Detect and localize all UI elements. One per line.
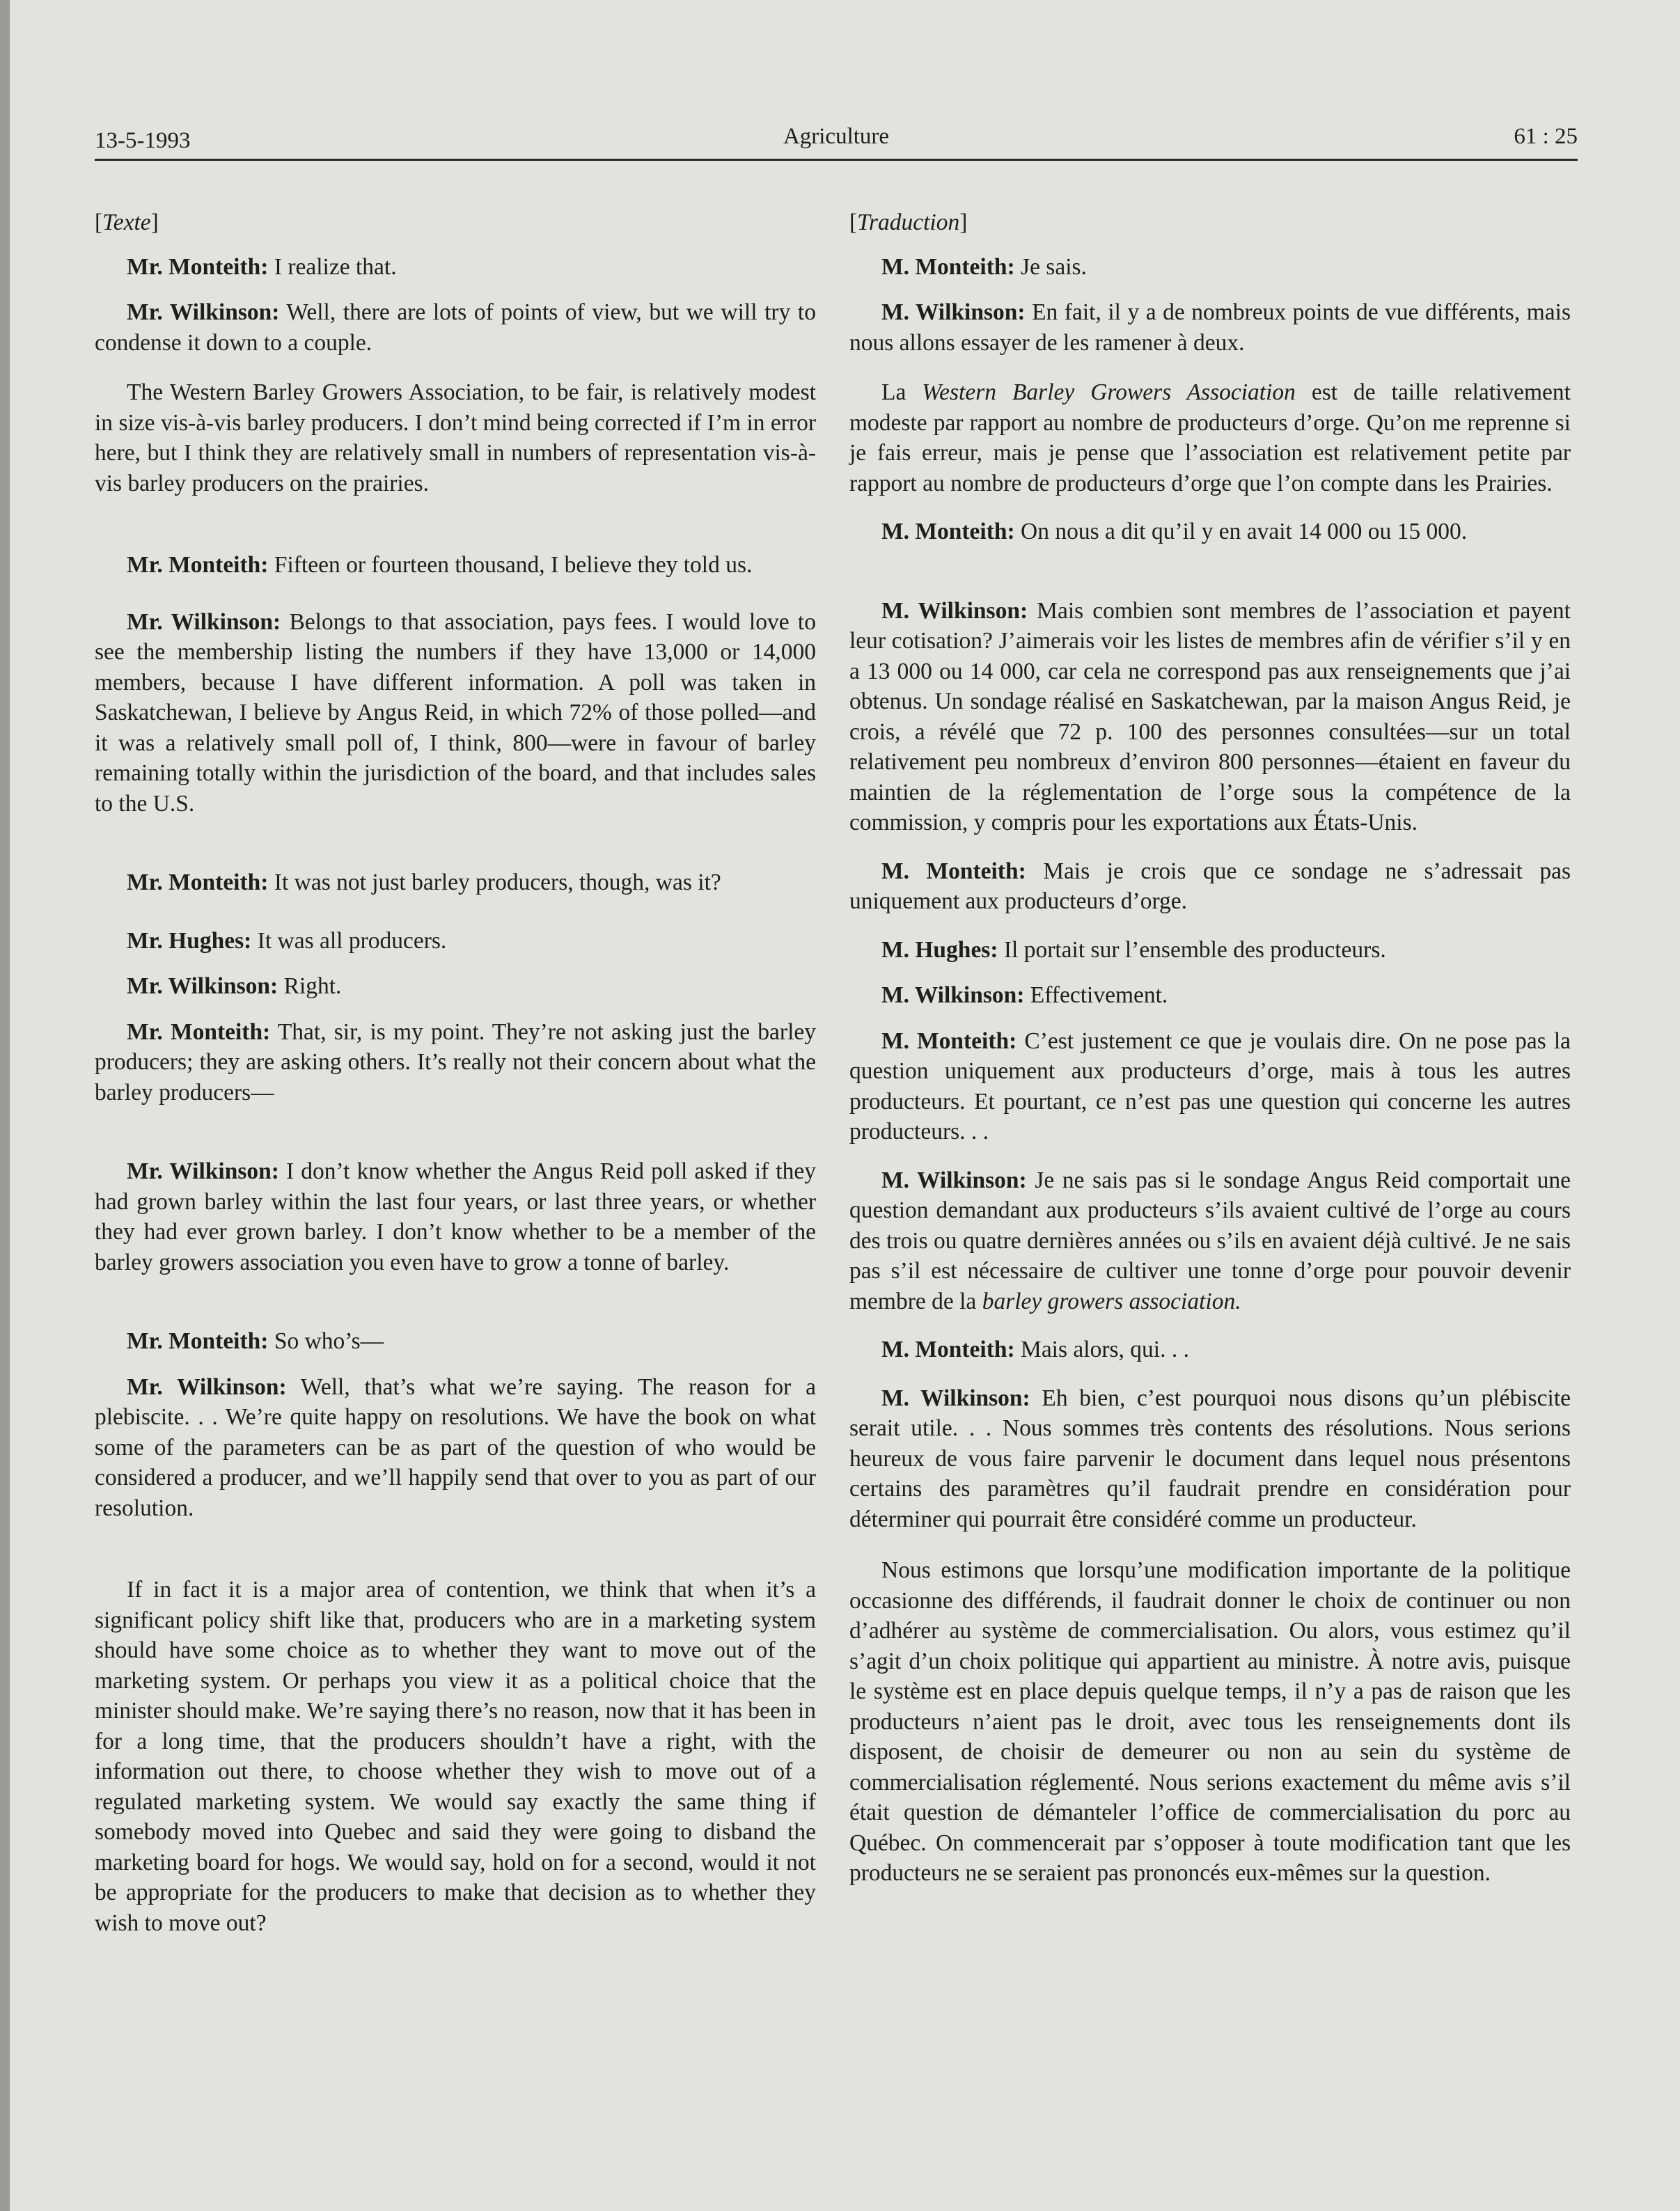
speaker-name: M. Wilkinson: [881, 299, 1026, 325]
running-header [95, 118, 1578, 160]
speech-paragraph [849, 1165, 1571, 1317]
speech-text: It was all producers. [251, 927, 447, 954]
speech-paragraph [95, 297, 816, 358]
speech-paragraph [849, 980, 1571, 1011]
organization-name-italic: barley growers association. [982, 1288, 1241, 1314]
header-section-title: Agriculture [783, 124, 890, 149]
speech-text: That, sir, is my point. They’re not asking just the barley producers; they are asking others. It’s really not their concern about what the barley producers— [95, 1018, 817, 1106]
speech-paragraph [95, 550, 816, 581]
speech-paragraph [95, 1156, 816, 1277]
speaker-name: M. Monteith: [881, 858, 1026, 884]
speech-text: Nous estimons que lorsqu’une modification importante de la politique occasionne des différends, il faudrait donner le choix de continuer ou non d’adhérer au système de commercialisation. Ou alors, vous estimez qu’il s’agit d’un choix politique qui appartient au ministre. À notre avis, puisque le système est en place depuis quelque temps, il n’y a pas de raison que les producteurs n’aient pas le droit, avec tous les renseignements dont ils disposent, de choisir de demeurer ou non au sein du système de commercialisation réglementé. Nous serions exactement du même avis s’il était question de démanteler l’office de commercialisation du porc au Québec. On commencerait par s’opposer à toute modification tant que les producteurs ne se seraient pas prononcés eux-mêmes sur la question. [849, 1557, 1571, 1886]
speech-text: Il portait sur l’ensemble des producteurs. [998, 936, 1386, 963]
speech-text: Mais je crois que ce sondage ne s’adressait pas uniquement aux producteurs d’orge. [849, 858, 1571, 914]
speech-paragraph [849, 377, 1571, 498]
header-date: 13-5-1993 [95, 128, 191, 153]
english-column [95, 207, 816, 1953]
speech-paragraph [849, 856, 1571, 917]
speaker-name: Mr. Wilkinson: [127, 973, 278, 999]
speech-paragraph [849, 1555, 1571, 1889]
speech-paragraph [95, 1326, 816, 1357]
speaker-name: M. Monteith: [881, 1028, 1017, 1054]
speech-text: est de taille relativement modeste par rapport au nombre de producteurs d’orge. Qu’on me reprenne si je fais erreur, mais je pense que l’association est relativement petite par rapport au nombre de producteurs d’orge que l’on compte dans les Prairies. [849, 379, 1571, 496]
speaker-name: Mr. Wilkinson: [127, 1374, 287, 1400]
speech-paragraph [95, 867, 816, 898]
speaker-name: M. Hughes: [881, 936, 998, 963]
speech-text: Eh bien, c’est pourquoi nous disons qu’un plébiscite serait utile. . . Nous sommes très contents des résolutions. Nous serions heureux de vous faire parvenir le document dans lequel nous présentons certains des paramètres qu’il faudrait prendre en considération pour déterminer qui pourrait être considéré comme un producteur. [849, 1385, 1571, 1532]
speaker-name: Mr. Wilkinson: [127, 1158, 279, 1184]
speaker-name: M. Wilkinson: [881, 1385, 1030, 1411]
french-column [849, 207, 1571, 1904]
speech-paragraph [95, 377, 816, 498]
speech-text: Well, there are lots of points of view, but we will try to condense it down to a couple. [95, 299, 816, 356]
speaker-name: Mr. Monteith: [127, 1328, 269, 1354]
speech-text: It was not just barley producers, though, was it? [268, 870, 721, 895]
column-label-texte: [Texte] [95, 210, 159, 235]
speech-paragraph [95, 252, 816, 283]
speaker-name: Mr. Monteith: [127, 1018, 271, 1045]
speech-text: Belongs to that association, pays fees. I would love to see the membership listing the numbers if they have 13,000 or 14,000 members, because I have different information. A poll was taken in Saskatchewan, I believe by Angus Reid, in which 72% of those polled—and it was a relatively small poll of, I think, 800—were in favour of barley remaining totally within the jurisdiction of the board, and that includes sales to the U.S. [95, 608, 816, 817]
speech-text: En fait, il y a de nombreux points de vue différents, mais nous allons essayer de les ramener à deux. [849, 299, 1571, 356]
speaker-name: M. Wilkinson: [881, 1167, 1027, 1193]
speech-paragraph [849, 517, 1571, 547]
column-label-traduction: [Traduction] [849, 210, 968, 235]
speech-text: Mais alors, qui. . . [1014, 1337, 1189, 1362]
speaker-name: M. Wilkinson: [881, 982, 1025, 1008]
speech-text: I don’t know whether the Angus Reid poll asked if they had grown barley within the last four years, or last three years, or whether they had ever grown barley. I don’t know whether to be a member of the barley growers association you even have to grow a tonne of barley. [95, 1158, 816, 1275]
speaker-name: Mr. Monteith: [127, 253, 269, 280]
speaker-name: M. Monteith: [881, 1337, 1015, 1362]
speech-paragraph [849, 1026, 1571, 1147]
speaker-name: M. Wilkinson: [881, 597, 1028, 624]
speaker-name: Mr. Wilkinson: [127, 608, 281, 635]
speech-text: Mais combien sont membres de l’association et payent leur cotisation? J’aimerais voir les listes de membres afin de vérifier s’il y en a 13 000 ou 14 000, car cela ne correspond pas aux renseignements que j’ai obtenus. Un sondage réalisé en Saskatchewan, par la maison Angus Reid, je crois, a révélé que 72 p. 100 des personnes consultées—sur un total relativement peu nombreux d’environ 800 personnes—étaient en faveur du maintien de la réglementation de l’orge sous la compétence de la commission, y compris pour les exportations aux États-Unis. [849, 597, 1571, 835]
speech-text: The Western Barley Growers Association, to be fair, is relatively modest in size vis-à-vis barley producers. I don’t mind being corrected if I’m in error here, but I think they are relatively small in numbers of representation vis-à-vis barley producers on the prairies. [95, 379, 816, 496]
speech-paragraph [95, 607, 816, 819]
speech-paragraph [95, 971, 816, 1002]
speaker-name: Mr. Monteith: [127, 552, 269, 578]
speech-paragraph [849, 935, 1571, 966]
header-rule [95, 159, 1578, 161]
speech-paragraph [849, 596, 1571, 838]
organization-name-italic: Western Barley Growers Association [922, 379, 1296, 405]
speech-paragraph [849, 1335, 1571, 1365]
header-page-number: 61 : 25 [1514, 124, 1578, 149]
speech-lead: La [881, 379, 923, 405]
speech-paragraph [849, 252, 1571, 283]
speech-paragraph [95, 1017, 816, 1108]
speech-text: Je ne sais pas si le sondage Angus Reid comportait une question demandant aux producteurs s’ils avaient cultivé de l’orge au cours des trois ou quatre dernières années ou s’ils en avaient déjà cultivé. Je ne sais pas s’il est nécessaire de cultiver une tonne d’orge pour pouvoir devenir membre de la [849, 1167, 1571, 1314]
speech-paragraph [95, 1575, 816, 1938]
speech-text: Well, that’s what we’re saying. The reason for a plebiscite. . . We’re quite happy on resolutions. We have the book on what some of the parameters can be as part of the question of who would be considered a producer, and we’ll happily send that over to you as part of our resolution. [95, 1374, 816, 1521]
speaker-name: Mr. Hughes: [127, 927, 252, 954]
speaker-name: Mr. Wilkinson: [127, 299, 280, 325]
speech-text: So who’s— [268, 1328, 384, 1354]
speech-text: Right. [278, 973, 342, 999]
speaker-name: Mr. Monteith: [127, 870, 269, 895]
speaker-name: M. Monteith: [881, 519, 1015, 544]
speech-paragraph [95, 926, 816, 957]
speech-paragraph [849, 1383, 1571, 1535]
speech-paragraph [95, 1372, 816, 1524]
speaker-name: M. Monteith: [881, 253, 1015, 280]
speech-text: Je sais. [1014, 253, 1087, 280]
speech-text: Effectivement. [1024, 982, 1168, 1008]
speech-text: If in fact it is a major area of contention, we think that when it’s a significant policy shift like that, producers who are in a marketing system should have some choice as to whether they want to move out of the marketing system. Or perhaps you view it as a political choice that the minister should make. We’re saying there’s no reason, now that it has been in for a long time, that the producers shouldn’t have a right, with the information out there, to choose whether they wish to move out of a regulated marketing system. We would say exactly the same thing if somebody moved into Quebec and said they were going to disband the marketing board for hogs. We would say, hold on for a second, would it not be appropriate for the producers to make that decision as to whether they wish to move out? [95, 1577, 816, 1936]
speech-paragraph [849, 297, 1571, 358]
speech-text: Fifteen or fourteen thousand, I believe they told us. [268, 552, 753, 578]
speech-text: I realize that. [268, 253, 397, 280]
page-edge-shadow [0, 0, 10, 2211]
speech-text: C’est justement ce que je voulais dire. On ne pose pas la question uniquement aux producteurs d’orge, mais à tous les autres producteurs. Et pourtant, ce n’est pas une question qui concerne les autres producteurs. . . [849, 1028, 1571, 1144]
speech-text: On nous a dit qu’il y en avait 14 000 ou 15 000. [1014, 519, 1468, 544]
